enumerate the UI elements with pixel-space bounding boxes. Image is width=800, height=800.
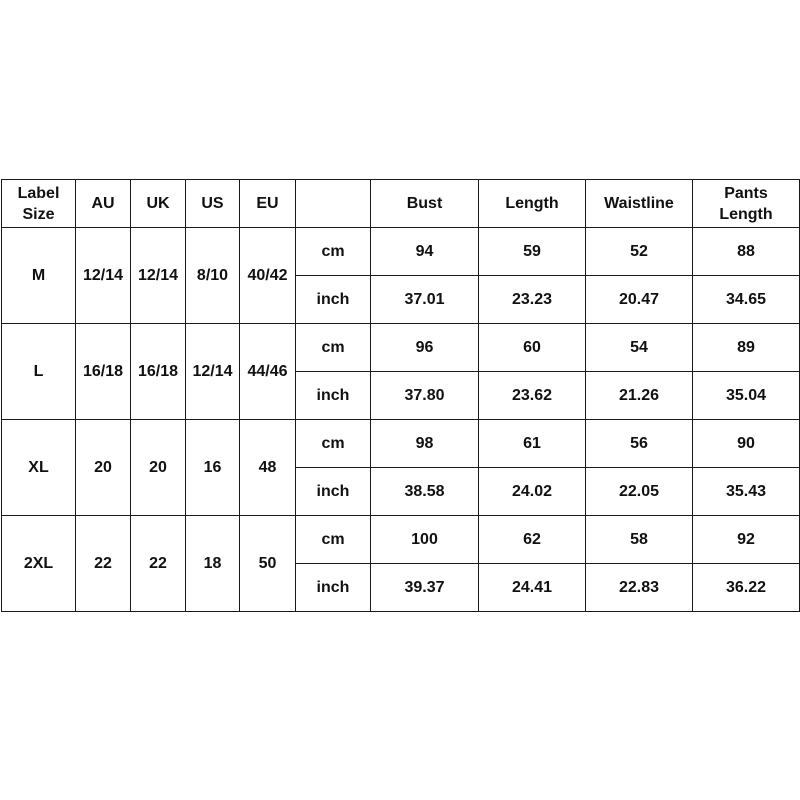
uk-size-cell: 12/14	[131, 228, 186, 324]
bust-cell: 94	[371, 228, 479, 276]
unit-cell: inch	[296, 276, 371, 324]
header-pants-length-line1: Pants	[724, 184, 768, 202]
header-uk: UK	[131, 180, 186, 228]
waistline-cell: 54	[586, 324, 693, 372]
waistline-cell: 22.05	[586, 468, 693, 516]
au-size-cell: 20	[76, 420, 131, 516]
size-label-cell: M	[2, 228, 76, 324]
header-label-size	[2, 180, 76, 228]
unit-cell: inch	[296, 564, 371, 612]
bust-cell: 37.01	[371, 276, 479, 324]
us-size-cell: 16	[186, 420, 240, 516]
bust-cell: 38.58	[371, 468, 479, 516]
header-pants-length-line2: Length	[719, 205, 773, 223]
table-header-row	[2, 180, 800, 228]
bust-cell: 39.37	[371, 564, 479, 612]
bust-cell: 98	[371, 420, 479, 468]
waistline-cell: 58	[586, 516, 693, 564]
length-cell: 24.41	[479, 564, 586, 612]
pants-length-cell: 35.43	[693, 468, 800, 516]
header-us: US	[186, 180, 240, 228]
length-cell: 24.02	[479, 468, 586, 516]
us-size-cell: 12/14	[186, 324, 240, 420]
length-cell: 23.62	[479, 372, 586, 420]
eu-size-cell: 48	[240, 420, 296, 516]
unit-cell: cm	[296, 324, 371, 372]
size-label-cell: XL	[2, 420, 76, 516]
unit-cell: inch	[296, 468, 371, 516]
unit-cell: cm	[296, 420, 371, 468]
pants-length-cell: 36.22	[693, 564, 800, 612]
bust-cell: 100	[371, 516, 479, 564]
waistline-cell: 21.26	[586, 372, 693, 420]
header-pants-length	[693, 180, 800, 228]
length-cell: 60	[479, 324, 586, 372]
waistline-cell: 56	[586, 420, 693, 468]
unit-cell: cm	[296, 228, 371, 276]
table-row-xl-cm	[2, 420, 800, 468]
us-size-cell: 18	[186, 516, 240, 612]
us-size-cell: 8/10	[186, 228, 240, 324]
waistline-cell: 22.83	[586, 564, 693, 612]
pants-length-cell: 90	[693, 420, 800, 468]
bust-cell: 96	[371, 324, 479, 372]
unit-cell: cm	[296, 516, 371, 564]
waistline-cell: 52	[586, 228, 693, 276]
length-cell: 61	[479, 420, 586, 468]
table-row-l-cm	[2, 324, 800, 372]
pants-length-cell: 92	[693, 516, 800, 564]
size-label-cell: 2XL	[2, 516, 76, 612]
uk-size-cell: 16/18	[131, 324, 186, 420]
au-size-cell: 12/14	[76, 228, 131, 324]
header-waistline: Waistline	[586, 180, 693, 228]
eu-size-cell: 50	[240, 516, 296, 612]
uk-size-cell: 22	[131, 516, 186, 612]
header-length: Length	[479, 180, 586, 228]
eu-size-cell: 44/46	[240, 324, 296, 420]
au-size-cell: 16/18	[76, 324, 131, 420]
table-row-m-cm	[2, 228, 800, 276]
header-au: AU	[76, 180, 131, 228]
length-cell: 62	[479, 516, 586, 564]
header-bust: Bust	[371, 180, 479, 228]
header-eu: EU	[240, 180, 296, 228]
header-label-size-line1: Label	[17, 184, 60, 202]
bust-cell: 37.80	[371, 372, 479, 420]
size-label-cell: L	[2, 324, 76, 420]
table-row-2xl-cm	[2, 516, 800, 564]
pants-length-cell: 88	[693, 228, 800, 276]
length-cell: 59	[479, 228, 586, 276]
length-cell: 23.23	[479, 276, 586, 324]
header-unit	[296, 180, 371, 228]
header-label-size-line2: Size	[22, 205, 55, 223]
eu-size-cell: 40/42	[240, 228, 296, 324]
pants-length-cell: 35.04	[693, 372, 800, 420]
au-size-cell: 22	[76, 516, 131, 612]
pants-length-cell: 34.65	[693, 276, 800, 324]
uk-size-cell: 20	[131, 420, 186, 516]
size-chart-table	[1, 179, 800, 612]
waistline-cell: 20.47	[586, 276, 693, 324]
pants-length-cell: 89	[693, 324, 800, 372]
unit-cell: inch	[296, 372, 371, 420]
